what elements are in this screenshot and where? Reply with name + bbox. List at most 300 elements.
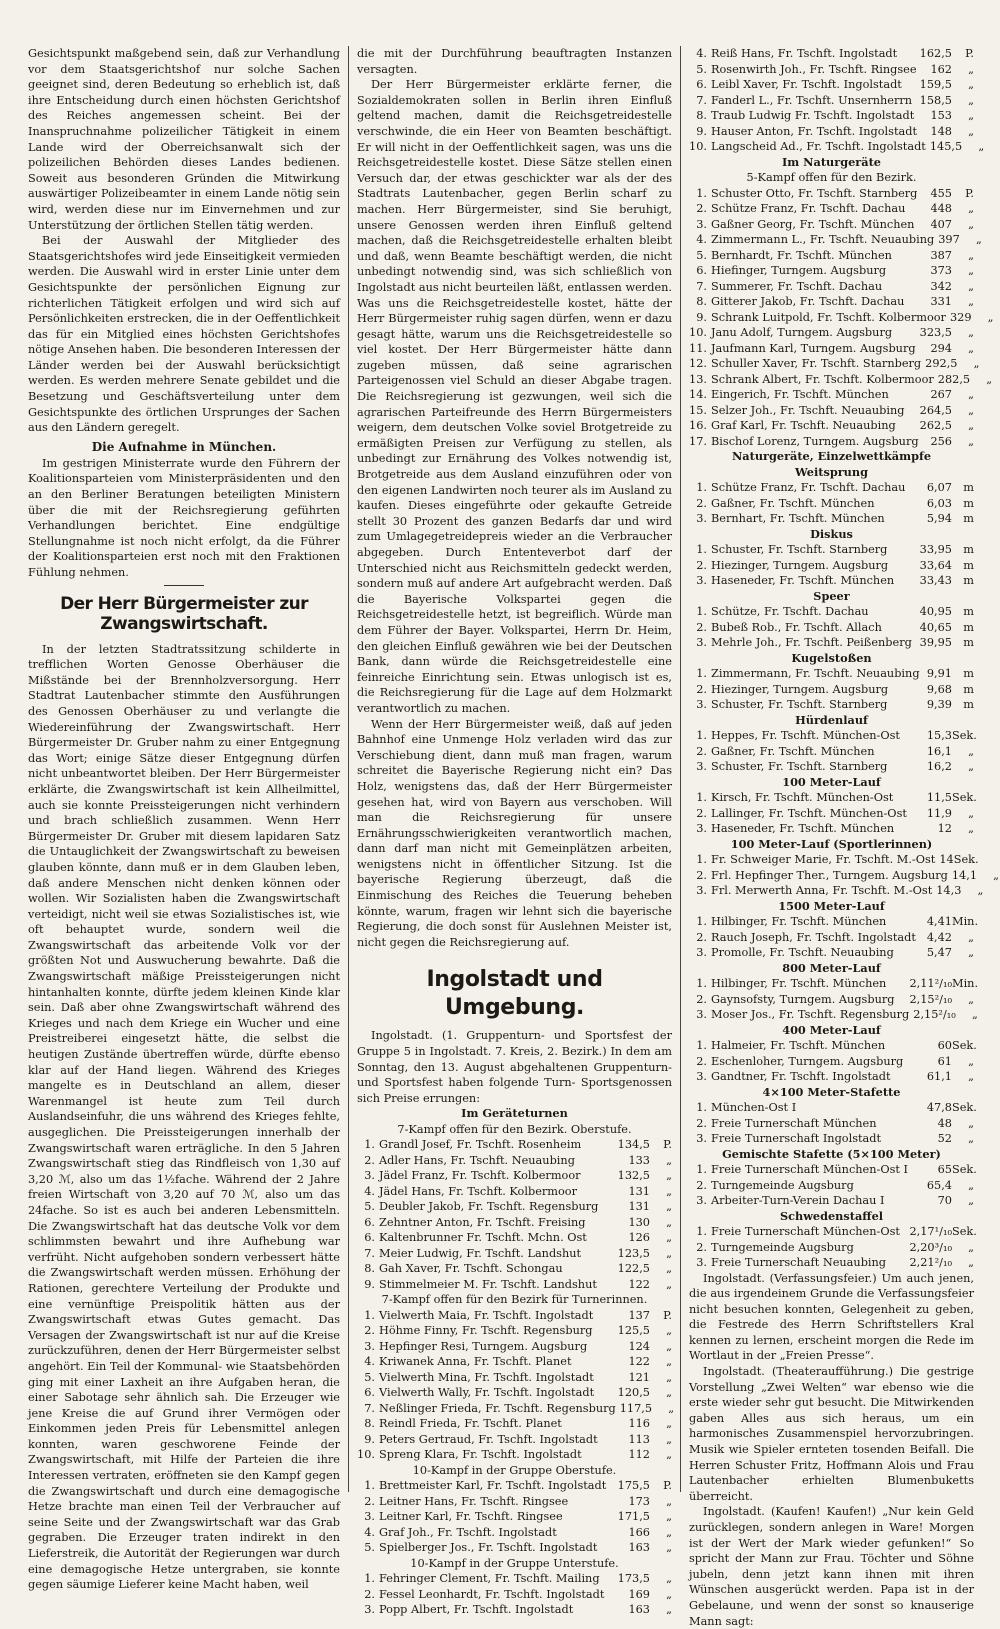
result-unit: Sek. (952, 729, 977, 742)
result-rank: 2. (696, 558, 707, 572)
result-row (357, 1153, 672, 1169)
result-rank: 14. (689, 388, 707, 401)
result-row (689, 1224, 977, 1240)
result-row (357, 1246, 672, 1262)
result-name: München-Ost I (711, 1101, 797, 1114)
result-name: Freie Turnerschaft München-Ost I (711, 1163, 908, 1176)
result-row (357, 1354, 672, 1370)
result-unit: „ (993, 868, 1000, 882)
result-rank: 3. (696, 1008, 707, 1021)
result-name: Summerer, Fr. Tschft. Dachau (711, 279, 883, 293)
result-name: Zimmermann, Fr. Tschft. Neuaubing (711, 667, 920, 680)
column-3 (680, 46, 1000, 1628)
result-row (689, 1116, 974, 1132)
result-unit: „ (968, 326, 974, 339)
result-row (689, 372, 993, 388)
result-rank: 17. (689, 434, 707, 448)
result-rank: 5. (696, 248, 707, 262)
result-unit: „ (968, 806, 974, 820)
result-rank: 3. (364, 1603, 375, 1617)
result-row (357, 1494, 672, 1510)
result-unit: „ (968, 1256, 974, 1269)
results-subheading: 10-Kampf in der Gruppe Oberstufe. (412, 1463, 617, 1477)
result-rank: 5. (364, 1370, 375, 1384)
result-rank: 5. (696, 62, 707, 76)
result-unit: „ (968, 1178, 974, 1192)
result-row (357, 1478, 672, 1494)
result-name: Moser Jos., Fr. Tschft. Regensburg (711, 1008, 910, 1021)
results-list (689, 728, 977, 775)
result-rank: 10. (689, 140, 707, 153)
result-unit: P. (663, 1479, 672, 1493)
result-rank: 3. (696, 1256, 707, 1269)
result-unit: „ (666, 1355, 672, 1369)
result-unit: „ (968, 202, 974, 215)
result-row (689, 682, 974, 698)
result-row (689, 46, 974, 62)
result-row (357, 1587, 672, 1603)
result-row (689, 759, 974, 775)
result-unit: „ (666, 1169, 672, 1183)
result-unit: m (963, 636, 974, 649)
article-paragraph: Ingolstadt. (Theateraufführung.) Die gestrige Vorstellung „Zwei Welten“ war ebenso wie die erste wieder sehr gut besucht. Die Mitwirkenden gaben Alles aus sich heraus, um ein harmonisches Zusammenspiel hervorzubringen. Musik wie Spieler ernteten tosenden Beifall. Die Herren Schuster Fritz, Hoffmann Alois und Frau Lautenbacher erhielten Blumenbuketts überreicht. (689, 1365, 974, 1503)
result-rank: 3. (696, 822, 707, 835)
result-name: Popp Albert, Fr. Tschft. Ingolstadt (379, 1603, 574, 1617)
result-name: Reindl Frieda, Fr. Tschft. Planet (379, 1417, 562, 1431)
result-row (357, 1199, 672, 1215)
result-value: 4,41 (926, 915, 952, 928)
result-value: 33,95 (919, 543, 952, 556)
results-list (689, 604, 974, 651)
result-value: 323,5 (919, 326, 952, 339)
result-row (689, 558, 974, 574)
result-row (689, 341, 974, 357)
result-row (357, 1540, 672, 1556)
result-name: Neßlinger Frieda, Fr. Tschft. Regensburg (379, 1401, 616, 1415)
result-unit: „ (968, 124, 974, 138)
result-row (689, 356, 980, 372)
result-name: Schütze Franz, Fr. Tschft. Dachau (711, 202, 906, 215)
event-heading: 800 Meter-Lauf (782, 960, 881, 975)
result-rank: 1. (696, 791, 707, 804)
result-value: 65,4 (926, 1178, 952, 1192)
result-unit: m (963, 574, 974, 587)
result-value: 126 (628, 1231, 650, 1245)
result-value: 11,5 (926, 791, 952, 804)
result-value: 9,68 (926, 682, 952, 696)
result-rank: 1. (696, 977, 707, 990)
result-rank: 3. (696, 1132, 707, 1145)
result-row (357, 1385, 672, 1401)
result-unit: „ (666, 1432, 672, 1446)
result-value: 397 (938, 233, 960, 246)
result-rank: 4. (696, 47, 707, 60)
result-row (357, 1416, 672, 1432)
result-rank: 3. (696, 574, 707, 587)
result-value: 65 (937, 1163, 952, 1176)
result-value: 117,5 (619, 1401, 653, 1415)
result-value: 331 (930, 295, 952, 308)
result-rank: 2. (696, 1054, 707, 1068)
result-name: Lallinger, Fr. Tschft. München-Ost (711, 806, 907, 820)
result-name: Gah Xaver, Fr. Tschft. Schongau (379, 1262, 563, 1276)
result-unit: „ (968, 295, 974, 308)
result-name: Arbeiter-Turn-Verein Dachau I (711, 1194, 885, 1207)
result-unit: m (963, 698, 974, 711)
result-row (357, 1168, 672, 1184)
result-unit: P. (965, 186, 974, 200)
result-name: Schuster Otto, Fr. Tschft. Starnberg (711, 186, 918, 200)
result-row (689, 1007, 978, 1023)
result-row (357, 1137, 672, 1153)
results-list (689, 1224, 977, 1271)
result-name: Kriwanek Anna, Fr. Tschft. Planet (379, 1355, 572, 1369)
result-name: Vielwerth Mina, Fr. Tschft. Ingolstadt (379, 1370, 594, 1384)
result-value: 2,11²/₁₀ (909, 977, 952, 990)
result-name: Gaßner Georg, Fr. Tschft. München (711, 217, 915, 231)
results-list (357, 1478, 672, 1556)
results-list (357, 1137, 672, 1292)
column-2 (348, 46, 680, 1617)
result-unit: „ (666, 1215, 672, 1229)
result-row (689, 852, 979, 868)
result-unit: „ (666, 1277, 672, 1291)
result-rank: 3. (696, 946, 707, 959)
result-unit: „ (968, 946, 974, 959)
event-heading: 100 Meter-Lauf (Sportlerinnen) (730, 836, 933, 851)
result-rank: 3. (696, 636, 707, 649)
result-value: 48 (937, 1116, 952, 1130)
result-row (689, 666, 974, 682)
result-row (357, 1184, 672, 1200)
result-value: 175,5 (617, 1479, 650, 1493)
results-list (689, 1162, 977, 1209)
result-value: 162 (930, 62, 952, 76)
result-rank: 2. (696, 496, 707, 510)
result-value: 47,8 (926, 1101, 952, 1114)
article-paragraph: Der Herr Bürgermeister erklärte ferner, die Sozialdemokraten sollen in Berlin ihren Einfluß geltend machen, damit die Reichsgetreidestelle verschwinde, die ein Heer von Beamten beschäftigt. Er will nicht in der Oeffentlichkeit sagen, was uns die Reichsgetreidestelle kostet. Diese Sätze stellen einen Versuch dar, der etwas geschickter war als der des Stadtrats Lautenbacher, gegen Berlin scharf zu machen. Herr Bürgermeister, sind Sie beruhigt, unsere Genossen werden ihren Einfluß geltend machen, daß die Reichsgetreidestelle erhalten bleibt und daß, wenn Beamte beschäftigt werden, die nicht unbedingt notwendig sind, was sich schließlich von Ingolstadt aus nicht beurteilen läßt, entlassen werden. Was uns die Reichsgetreidestelle kostet, hätte der Herr Bürgermeister ruhig sagen dürfen, wenn er dazu gesagt hätte, warum uns die Reichsgetreidestelle so viel kostet. Der Herr Bürgermeister hätte dann zugeben müssen, daß seine agrarischen Parteigenossen viel Schuld an dieser Abgabe tragen. Die Reichsregierung ist gezwungen, weil sich die agrarischen Parteifreunde des Herrn Bürgermeisters weigern, dem deutschen Volke soviel Brotgetreide zu ermäßigten Preisen zur Verfügung zu stellen, als unbedingt zur Ernährung des Volkes notwendig ist, Brotgetreide aus dem Ausland einzuführen oder von den eigenen Landwirten noch teurer als im Ausland zu kaufen. Dieses eingeführte oder gekaufte Getreide stellt 30 Prozent des ganzen Bedarfs dar und wird zum Umlagegetreidepreis wieder an die Verbraucher abgegeben. Durch Ententeverbot darf der Unterschied nicht aus Reichsmitteln gedeckt werden, sondern muß auf andere Art aufgebracht werden. Daß die Bayerische Volkspartei gegen die Reichsgetreidestelle hetzt, ist begreiflich. Würde man dem Führer der Bayer. Volkspartei, Herrn Dr. Heim, den gleichen Einfluß gewähren wie bei der Deutschen Bank, dann würde die Reichsgetreidestelle eine feinreiche Einrichtung sein. Etwas unlogisch ist es, die Reichsregierung für die Lage auf dem Holzmarkt verantwortlich zu machen. (357, 78, 672, 715)
result-value: 407 (930, 217, 952, 231)
result-rank: 10. (689, 326, 707, 339)
result-rank: 2. (696, 202, 707, 215)
result-unit: „ (968, 62, 974, 76)
result-value: 131 (628, 1184, 650, 1198)
result-unit: „ (968, 992, 974, 1006)
result-rank: 1. (696, 1101, 707, 1114)
result-name: Jädel Franz, Fr. Tschft. Kolbermoor (379, 1169, 581, 1183)
result-unit: „ (968, 217, 974, 231)
result-row (689, 620, 974, 636)
result-value: 262,5 (919, 419, 952, 432)
result-row (357, 1525, 672, 1541)
result-name: Bernhart, Fr. Tschft. München (711, 512, 885, 525)
result-unit: m (963, 512, 974, 525)
result-name: Schütze, Fr. Tschft. Dachau (711, 605, 869, 618)
result-row (689, 697, 974, 713)
result-row (689, 263, 974, 279)
result-unit: „ (968, 744, 974, 758)
result-rank: 1. (696, 605, 707, 618)
result-value: 292,5 (925, 357, 958, 370)
result-name: Schrank Luitpold, Fr. Tschft. Kolbermoor (711, 310, 946, 324)
result-name: Gaßner, Fr. Tschft. München (711, 744, 875, 758)
result-row (689, 511, 974, 527)
result-rank: 4. (364, 1355, 375, 1369)
result-value: 4,42 (926, 930, 952, 944)
article-paragraph: Gesichtspunkt maßgebend sein, daß zur Verhandlung vor dem Staatsgerichtshof nur solche Sachen geeignet sind, deren Bedeutung so erheblich ist, daß ihre Entscheidung durch einen höchsten Gerichtshof des Reiches angemessen scheint. Bei der Inanspruchnahme polizeilicher Tätigkeit in einem Lande wird der Oberreichsanwalt sich der polizeilichen Behörden dieses Landes bedienen. Soweit aus besonderen Gründen die Mitwirkung auswärtiger Polizeibeamter in einem Lande nötig sein wird, werden diese nur im Einvernehmen und zur Unterstützung der örtlichen Stellen tätig werden. (28, 47, 340, 232)
result-unit: P. (663, 1308, 672, 1322)
article-paragraph: Ingolstadt. (Kaufen! Kaufen!) „Nur kein Geld zurücklegen, sondern anlegen in Ware! Morgen ist der Wert der Mark wieder gefunken!“ So spricht der Mann zur Frau. Töchter und Söhne jubeln, denn jetzt kann ihnen mit ihren Wünschen ausgerückt werden. Papa ist in der Gebelaune, und wenn der sonst so knauserige Mann sagt: (689, 1505, 974, 1628)
result-row (357, 1261, 672, 1277)
result-name: Hiezinger, Turngem. Augsburg (711, 558, 889, 572)
result-row (689, 496, 974, 512)
result-value: 2,15²/₁₀ (909, 992, 952, 1006)
result-unit: „ (968, 93, 974, 107)
result-row (689, 573, 974, 589)
result-row (357, 1571, 672, 1587)
result-row (689, 868, 1000, 884)
result-value: 15,3 (926, 729, 952, 742)
result-rank: 8. (696, 295, 707, 308)
result-rank: 10. (357, 1448, 375, 1462)
results-list (689, 852, 1000, 899)
result-rank: 2. (696, 682, 707, 696)
result-rank: 8. (696, 109, 707, 122)
result-row (689, 62, 974, 78)
result-name: Graf Joh., Fr. Tschft. Ingolstadt (379, 1525, 557, 1539)
result-unit: m (963, 558, 974, 572)
result-name: Freie Turnerschaft München-Ost (711, 1225, 900, 1238)
result-name: Freie Turnerschaft Neuaubing (711, 1256, 887, 1269)
result-value: 52 (937, 1132, 952, 1145)
result-rank: 2. (696, 1178, 707, 1192)
result-value: 40,65 (919, 620, 952, 634)
result-unit: „ (668, 1401, 675, 1415)
result-name: Leibl Xaver, Fr. Tschft. Ingolstadt (711, 78, 902, 91)
result-row (689, 1162, 977, 1178)
result-row (689, 744, 974, 760)
event-heading: 100 Meter-Lauf (782, 774, 881, 789)
result-name: Gaßner, Fr. Tschft. München (711, 496, 875, 510)
result-rank: 3. (696, 884, 707, 897)
result-unit: „ (666, 1525, 672, 1539)
divider (164, 585, 204, 586)
result-row (689, 883, 984, 899)
result-unit: Sek. (952, 1101, 977, 1114)
result-rank: 9. (364, 1277, 375, 1291)
results-heading: Im Naturgeräte (782, 154, 881, 169)
result-row (689, 217, 974, 233)
result-value: 169 (628, 1587, 650, 1601)
result-unit: „ (968, 1054, 974, 1068)
result-value: 33,43 (919, 574, 952, 587)
result-row (689, 992, 974, 1008)
result-value: 14 (939, 853, 954, 866)
result-name: Bischof Lorenz, Turngem. Augsburg (711, 434, 919, 448)
result-rank: 1. (696, 915, 707, 928)
result-row (689, 403, 974, 419)
result-value: 282,5 (937, 372, 971, 386)
result-row (689, 1193, 974, 1209)
result-value: 6,03 (926, 496, 952, 510)
result-value: 40,95 (919, 605, 952, 618)
result-row (689, 1038, 977, 1054)
result-rank: 2. (696, 1240, 707, 1254)
result-value: 130 (628, 1215, 650, 1229)
result-unit: „ (666, 1510, 672, 1524)
result-value: 120,5 (617, 1386, 650, 1400)
result-rank: 5. (364, 1541, 375, 1555)
result-name: Fehringer Clement, Fr. Tschft. Mailing (379, 1572, 600, 1586)
result-rank: 4. (696, 233, 707, 246)
result-row (357, 1370, 672, 1386)
result-name: Rosenwirth Joh., Fr. Tschft. Ringsee (711, 62, 917, 76)
result-name: Leitner Karl, Fr. Tschft. Ringsee (379, 1510, 563, 1524)
result-row (357, 1277, 672, 1293)
result-unit: „ (666, 1184, 672, 1198)
result-unit: Sek. (952, 1225, 977, 1238)
result-value: 123,5 (617, 1246, 650, 1260)
result-rank: 7. (364, 1246, 375, 1260)
result-rank: 8. (364, 1262, 375, 1276)
result-rank: 5. (364, 1200, 375, 1214)
result-rank: 6. (364, 1386, 375, 1400)
result-unit: „ (666, 1324, 672, 1338)
result-value: 133 (628, 1153, 650, 1167)
result-value: 70 (937, 1194, 952, 1207)
result-value: 173 (628, 1494, 650, 1508)
result-unit: „ (987, 310, 994, 324)
result-name: Jaufmann Karl, Turngem. Augsburg (711, 341, 916, 355)
result-name: Freie Turnerschaft München (711, 1116, 877, 1130)
result-value: 342 (930, 279, 952, 293)
result-unit: „ (975, 233, 982, 246)
results-subheading: 5-Kampf offen für den Bezirk. (746, 171, 917, 184)
result-rank: 4. (364, 1184, 375, 1198)
results-list (689, 480, 974, 527)
result-name: Frl. Hepfinger Ther., Turngem. Augsburg (711, 868, 948, 882)
article-paragraph: Bei der Auswahl der Mitglieder des Staatsgerichtshofes wird jede Einseitigkeit vermieden werden. Die Auswahl wird in erster Linie unter dem Gesichtspunkte der persönlichen Eignung zur richterlichen Tätigkeit erfolgen und wird sich auf Persönlichkeiten erstrecken, die in der Oeffentlichkeit das für ein Mitglied eines höchsten Gerichtshofes nötige Ansehen haben. Die besonderen Interessen der Länder werden bei der Auswahl berücksichtigt werden. Es werden mehrere Senate gebildet und die Besetzung und Geschäftsverteilung unter dem Gesichtspunkte des örtlichen Ursprunges der Sachen aus den Ländern geregelt. (28, 234, 340, 435)
result-rank: 9. (364, 1432, 375, 1446)
result-rank: 2. (696, 744, 707, 758)
result-row (689, 248, 974, 264)
result-rank: 11. (689, 341, 707, 355)
result-name: Brettmeister Karl, Fr. Tschft. Ingolstadt (379, 1479, 607, 1493)
result-name: Leitner Hans, Fr. Tschft. Ringsee (379, 1494, 569, 1508)
results-list (689, 914, 979, 961)
result-name: Vielwerth Wally, Fr. Tschft. Ingolstadt (379, 1386, 595, 1400)
result-row (689, 310, 994, 326)
result-value: 124 (628, 1339, 650, 1353)
result-unit: „ (666, 1370, 672, 1384)
result-unit: m (963, 667, 974, 680)
result-name: Turngemeinde Augsburg (711, 1240, 854, 1254)
result-unit: „ (968, 1240, 974, 1254)
result-value: 163 (628, 1603, 650, 1617)
result-unit: „ (968, 78, 974, 91)
result-value: 39,95 (919, 636, 952, 649)
result-name: Schuster, Fr. Tschft. Starnberg (711, 698, 888, 711)
result-value: 122,5 (617, 1262, 650, 1276)
event-heading: 400 Meter-Lauf (782, 1022, 881, 1037)
result-name: Zehntner Anton, Fr. Tschft. Freising (379, 1215, 586, 1229)
result-rank: 2. (364, 1153, 375, 1167)
result-rank: 2. (364, 1494, 375, 1508)
result-row (689, 93, 974, 109)
result-rank: 1. (696, 186, 707, 200)
result-rank: 1. (696, 1225, 707, 1238)
result-unit: „ (968, 248, 974, 262)
results-list (689, 976, 979, 1023)
result-rank: 2. (696, 620, 707, 634)
result-name: Haseneder, Fr. Tschft. München (711, 822, 895, 835)
result-row (357, 1339, 672, 1355)
results-list (689, 186, 994, 450)
article-paragraph: In der letzten Stadtratssitzung schilderte in trefflichen Worten Genosse Oberhäuser die Mißstände bei der Brennholzversorgung. Herr Stadtrat Lautenbacher stimmte den Ausführungen des Genossen Oberhäuser zu und verlangte die Wiedereinführung der Zwangswirtschaft. Herr Bürgermeister Dr. Gruber nahm zu einer Entgegnung das Wort; einige Sätze dieser Entgegnung dürfen nicht unbeantwortet bleiben. Der Herr Bürgermeister erklärte, die Zwangswirtschaft ist kein Allheilmittel, auch sie konnte Preissteigerungen nicht verhindern und brach schließlich zusammen. Wenn Herr Bürgermeister Dr. Gruber mit diesem lapidaren Satz die Untauglichkeit der Zwangswirtschaft zu beweisen glauben könnte, dann muß er in dem Glauben leben, daß andere Menschen nicht denken können oder wollen. Wir Sozialisten haben die Zwangswirtschaft verteidigt, nicht weil sie etwas Sozialistisches ist, wie oft behauptet wurde, sondern weil die Zwangswirtschaft das arbeitende Volk vor der größten Not und Auswucherung bewahrte. Daß die Zwangswirtschaft mäßige Preissteigerungen nicht hintanhalten konnte, dürfte jedem kleinen Kinde klar sein. Daß aber ohne Zwangswirtschaft während des Krieges und nach dem Kriege ein Wucher und eine Preistreiberei eingesetzt hätte, die selbst die heutigen Zustände übertreffen würde, dürfte ebenso klar auf der Hand liegen. Während des Krieges mangelte es in Deutschland an allem, dieser Warenmangel ist heute zum Teil durch Auslandseinfuhr, die uns während des Krieges fehlte, ausgeglichen. Die Preissteigerungen innerhalb der Zwangswirtschaft waren erträgliche. In den 5 Jahren Zwangswirtschaft stieg das Rindfleisch von 1,30 auf 3,20 ℳ, also um das 1½fache. Während der 2 Jahre freien Wirtschaft von 3,20 auf 70 ℳ, also um das 24fache. So ist es auch bei anderen Lebensmitteln. Die Zwangswirtschaft hat das deutsche Volk vor dem schlimmsten bewahrt und ihre Aufhebung war verfrüht. Nicht aufgehoben sondern verbessert hätte die Zwangswirtschaft werden müssen. Erhöhung der Rationen, gerechtere Verteilung der Produkte und eine vernünftige Preispolitik hätten aus der Zwangswirtschaft etwas Gutes gemacht. Das Versagen der Zwangswirtschaft ist nur auf die Kreise zurückzuführen, denen der Herr Bürgermeister selbst angehört. Ein Teil der Kommunal- wie Staatsbehörden ging mit einer Laxheit an ihre Aufgaben heran, die einer Sabotage sehr ähnlich sah. Die Erzeuger wie jene Kreise die auf Grund ihrer Vermögen oder Einkommen jeden Preis für Lebensmittel anlegen konnten, waren geschworene Feinde der Zwangswirtschaft, mit Hilfe der Parteien die ihre Interessen vertraten, eröffneten sie den Kampf gegen die Zwangswirtschaft und durch eine demagogische Hetze brachte man einen Teil der Verbraucher auf seine Seite und der Zwangswirtschaft war das Grab gegraben. Die Erzeuger traten indirekt in den Lieferstreik, die Autorität der Regierungen war durch eine demagogische Hetze untergraben, sie konnte gegen säumige Lieferer keine Macht haben, weil (28, 642, 340, 1592)
result-name: Rauch Joseph, Fr. Tschft. Ingolstadt (711, 930, 916, 944)
result-row (689, 728, 977, 744)
event-heading: Schwedenstaffel (779, 1208, 884, 1223)
result-name: Reiß Hans, Fr. Tschft. Ingolstadt (711, 47, 898, 60)
result-unit: m (963, 481, 974, 494)
article-headline: Der Herr Bürgermeister zur Zwangswirtschaft. (60, 593, 308, 634)
result-value: 267 (930, 388, 952, 401)
result-rank: 7. (696, 279, 707, 293)
result-rank: 7. (696, 93, 707, 107)
result-value: 61 (937, 1054, 952, 1068)
results-list (357, 1308, 675, 1463)
result-value: 134,5 (617, 1138, 650, 1152)
result-row (689, 77, 974, 93)
result-unit: „ (971, 1008, 978, 1021)
result-name: Bernhardt, Fr. Tschft. München (711, 248, 892, 262)
result-unit: Sek. (952, 1163, 977, 1176)
result-unit: „ (968, 341, 974, 355)
result-name: Selzer Joh., Fr. Tschft. Neuaubing (711, 403, 905, 417)
result-row (689, 976, 979, 992)
result-name: Hilbinger, Fr. Tschft. München (711, 915, 887, 928)
result-value: 5,47 (926, 946, 952, 959)
result-value: 33,64 (919, 558, 952, 572)
result-unit: „ (666, 1246, 672, 1260)
result-row (689, 201, 974, 217)
result-unit: „ (666, 1200, 672, 1214)
result-name: Höhme Finny, Fr. Tschft. Regensburg (379, 1324, 593, 1338)
result-name: Meier Ludwig, Fr. Tschft. Landshut (379, 1246, 582, 1260)
result-unit: Min. (952, 977, 979, 990)
result-name: Heppes, Fr. Tschft. München-Ost (711, 729, 900, 742)
result-row (689, 1100, 977, 1116)
result-value: 132,5 (617, 1169, 650, 1183)
result-rank: 1. (696, 667, 707, 680)
result-value: 16,2 (926, 760, 952, 773)
result-value: 153 (930, 109, 952, 122)
result-value: 9,91 (926, 667, 952, 680)
result-name: Fessel Leonhardt, Fr. Tschft. Ingolstadt (379, 1587, 605, 1601)
result-name: Schuster, Fr. Tschft. Starnberg (711, 543, 888, 556)
result-name: Bubeß Rob., Fr. Tschft. Allach (711, 620, 882, 634)
result-rank: 1. (364, 1479, 375, 1493)
result-row (689, 635, 974, 651)
result-unit: „ (968, 930, 974, 944)
result-value: 116 (628, 1417, 650, 1431)
result-unit: „ (666, 1448, 672, 1462)
result-row (689, 232, 982, 248)
result-unit: „ (968, 1132, 974, 1145)
article-paragraph: Wenn der Herr Bürgermeister weiß, daß auf jeden Bahnhof eine Unmenge Holz verladen wird das zur Verschiebung dient, dann muß man fragen, warum schreitet die Bayerische Regierung nicht ein? Das Holz, wenigstens das, daß der Herr Bürgermeister gesehen hat, wird von Bayern aus verschoben. Will man die Reichsregierung für unsere Ernährungsschwierigkeiten verantwortlich machen, dann darf man nicht mit Gemeinplätzen arbeiten, wenigstens nicht in öffentlicher Sitzung. Ist die bayerische Regierung überzeugt, daß die Einmischung des Reiches die Teuerung beheben könnte, warum, fragen wir lehnt sich die bayerische Regierung, die doch sonst für Auslehnen Meister ist, nicht gegen die Reichsregierung auf. (357, 717, 672, 949)
result-unit: „ (666, 1339, 672, 1353)
result-rank: 2. (364, 1324, 375, 1338)
